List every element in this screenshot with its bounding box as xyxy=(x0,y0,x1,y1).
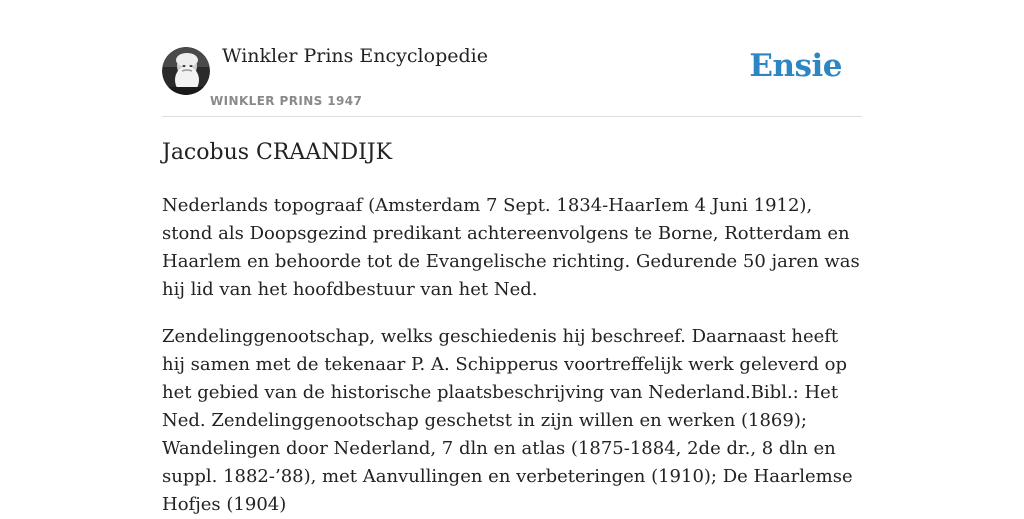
article-title: Jacobus CRAANDIJK xyxy=(162,140,393,165)
ensie-logo-link[interactable]: Ensie xyxy=(749,48,842,84)
article-card xyxy=(162,0,862,515)
source-subtitle[interactable]: WINKLER PRINS 1947 xyxy=(210,94,363,108)
author-avatar-icon[interactable] xyxy=(162,47,210,95)
article-paragraph-1: Nederlands topograaf (Amsterdam 7 Sept. 1834-HaarIem 4 Juni 1912), stond als Doopsgezind predikant achtereenvolgens te Borne, Rotterdam en Haarlem en behoorde tot de Evangelische richting. Gedurende 50 jaren was hij lid van het hoofdbestuur van het Ned. xyxy=(162,195,860,300)
article-paragraph-2: Zendelinggenootschap, welks geschiedenis hij beschreef. Daarnaast heeft hij samen met de tekenaar P. A. Schipperus voortreffelijk werk geleverd op het gebied van de historische plaatsbeschrijving van Nederland.Bibl.: Het Ned. Zendelinggenootschap geschetst in zijn willen en werken (1869); Wandelingen door Nederland, 7 dln en atlas (1875-1884, 2de dr., 8 dln en suppl. 1882-’88), met Aanvullingen en verbeteringen (1910); De Haarlemse Hofjes (1904) xyxy=(162,326,853,515)
source-title[interactable]: Winkler Prins Encyclopedie xyxy=(222,45,488,67)
source-header xyxy=(162,0,862,117)
